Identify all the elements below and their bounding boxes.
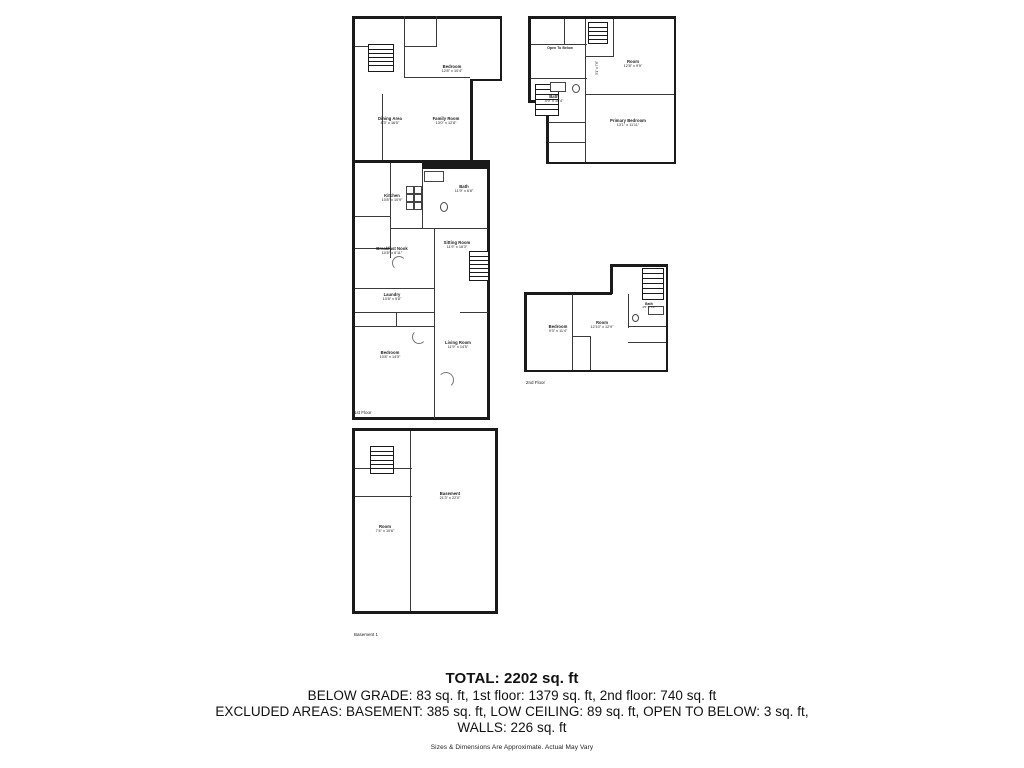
- wall: [470, 79, 473, 161]
- bathtub-icon: [424, 171, 444, 182]
- bathtub-icon: [550, 82, 566, 92]
- room-label: Bedroom 12'8" x 10'4": [441, 64, 463, 74]
- wall: [352, 160, 355, 420]
- wall: [628, 342, 666, 343]
- wall: [628, 294, 629, 328]
- wall: [390, 163, 391, 258]
- kitchen-fixture: [414, 202, 422, 210]
- wall: [548, 122, 586, 123]
- toilet-icon: [632, 314, 639, 322]
- floor-caption-first: 1st Floor: [354, 410, 372, 415]
- wall: [422, 169, 423, 229]
- floor-caption-basement: Basement 1: [354, 632, 379, 637]
- door-icon: [412, 330, 426, 344]
- room-label: Bedroom 10'8" x 14'5": [379, 350, 401, 360]
- room-label: Kitchen 10'8" x 10'9": [381, 193, 403, 203]
- wall: [422, 161, 488, 169]
- room-label: Room 7'4" x 10'6": [375, 524, 395, 534]
- wall: [352, 417, 490, 420]
- room-label: Primary Bedroom 13'1" x 11'11": [610, 118, 646, 128]
- kitchen-fixture: [406, 194, 414, 202]
- wall: [613, 19, 614, 57]
- wall: [434, 229, 435, 419]
- wall: [355, 216, 390, 217]
- wall: [404, 46, 437, 47]
- staircase-icon: [370, 446, 394, 474]
- wall: [564, 19, 565, 45]
- wall: [352, 428, 498, 431]
- wall: [404, 77, 470, 78]
- room-label: Basement 21'3" x 22'0": [439, 491, 461, 501]
- wall: [528, 16, 676, 19]
- wall: [352, 611, 498, 614]
- kitchen-fixture: [406, 202, 414, 210]
- wall: [410, 431, 411, 611]
- wall: [487, 160, 490, 420]
- kitchen-fixture: [406, 186, 414, 194]
- wall: [586, 94, 674, 95]
- room-label: Family Room 13'0" x 12'8": [432, 116, 460, 126]
- wall: [495, 428, 498, 614]
- room-label: Living Room 11'9" x 14'5": [445, 340, 471, 350]
- wall: [390, 228, 488, 229]
- toilet-icon: [440, 202, 448, 212]
- wall: [500, 16, 503, 81]
- wall: [548, 142, 586, 143]
- kitchen-fixture: [414, 186, 422, 194]
- door-icon: [392, 256, 406, 270]
- staircase-icon: [588, 22, 608, 44]
- room-label: Open To Below: [547, 46, 573, 50]
- wall: [355, 312, 435, 313]
- room-label: Bath 11'9" x 6'8": [454, 184, 474, 194]
- summary-line-2: EXCLUDED AREAS: BASEMENT: 385 sq. ft, LOW CEILING: 89 sq. ft, OPEN TO BELOW: 3 sq. ft,: [215, 704, 809, 719]
- wall: [546, 162, 674, 165]
- wall: [352, 16, 355, 161]
- floor-caption-second: 2nd Floor: [526, 380, 546, 385]
- wall: [352, 566, 355, 612]
- door-icon: [438, 372, 454, 388]
- floor-first: [352, 16, 502, 416]
- wall: [524, 292, 527, 372]
- wall: [355, 288, 435, 289]
- kitchen-fixture: [414, 194, 422, 202]
- wall: [436, 16, 437, 46]
- summary-block: [0, 670, 1024, 758]
- room-label: Breakfast Nook 10'8" x 6'11": [376, 246, 408, 256]
- summary-disclaimer: Sizes & Dimensions Are Approximate. Actual May Vary: [430, 744, 594, 751]
- wall: [531, 78, 587, 79]
- wall: [573, 336, 591, 337]
- wall: [352, 428, 355, 568]
- wall: [352, 566, 355, 569]
- summary-total: TOTAL: 2202 sq. ft: [445, 670, 579, 687]
- staircase-icon: [368, 44, 394, 72]
- wall: [524, 292, 612, 295]
- wall: [610, 264, 668, 267]
- wall: [470, 79, 502, 82]
- wall: [590, 336, 591, 370]
- wall: [528, 16, 531, 102]
- room-label: Bedroom 9'3" x 11'4": [548, 324, 568, 334]
- summary-line-1: BELOW GRADE: 83 sq. ft, 1st floor: 1379 sq. ft, 2nd floor: 740 sq. ft: [307, 688, 717, 703]
- room-label: Bath 4'5" x 5'2": [642, 302, 656, 310]
- floor-basement: [352, 428, 502, 638]
- wall: [524, 370, 668, 373]
- staircase-icon: [469, 251, 489, 281]
- summary-line-3: WALLS: 226 sq. ft: [457, 720, 567, 735]
- wall: [585, 19, 586, 162]
- room-label: 3'1" x 7'6": [595, 61, 599, 75]
- wall: [586, 56, 614, 57]
- wall: [355, 496, 412, 497]
- wall: [572, 294, 573, 370]
- floor-upper-right: [528, 16, 676, 166]
- wall: [610, 264, 613, 294]
- room-label: Dining Area 8'3" x 16'5": [378, 116, 402, 126]
- room-label: Room 12'8" x 9'5": [623, 59, 643, 69]
- wall: [531, 44, 587, 45]
- room-label: Room 12'10" x 12'9": [590, 320, 614, 330]
- staircase-icon: [642, 268, 664, 300]
- toilet-icon: [572, 84, 580, 93]
- wall: [355, 326, 435, 327]
- wall: [460, 312, 488, 313]
- room-label: Sitting Room 11'9" x 16'3": [443, 240, 471, 250]
- wall: [628, 326, 666, 327]
- wall: [674, 16, 677, 164]
- wall: [666, 264, 669, 372]
- wall: [396, 312, 397, 326]
- wall: [352, 16, 502, 19]
- room-label: Laundry 10'8" x 5'8": [382, 292, 402, 302]
- room-label: Bath 4'9" x 10'4": [544, 94, 564, 104]
- floor-second: [524, 262, 672, 392]
- wall: [382, 94, 383, 160]
